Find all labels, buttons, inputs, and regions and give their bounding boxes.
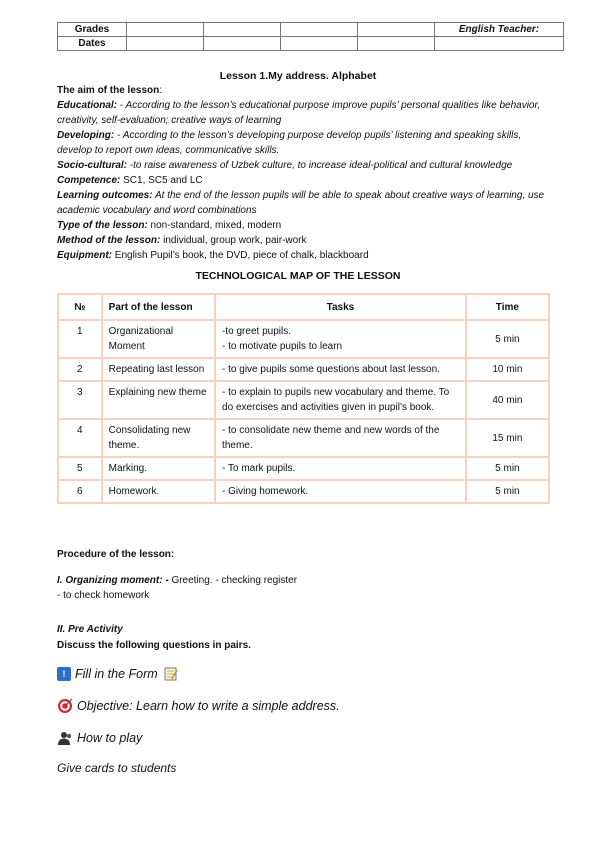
grades-row bbox=[58, 23, 564, 37]
memo-icon bbox=[164, 667, 178, 681]
developing-aim bbox=[57, 128, 557, 158]
organizing-moment bbox=[57, 573, 297, 603]
map-row bbox=[57, 458, 550, 481]
dates-cell bbox=[358, 37, 435, 51]
objective-text: Objective: Learn how to write a simple address. bbox=[77, 699, 340, 713]
map-row bbox=[57, 382, 550, 420]
map-cell-part: Marking. bbox=[103, 458, 216, 481]
fill-form-text: Fill in the Form bbox=[75, 667, 158, 681]
how-to-play-line bbox=[57, 730, 142, 746]
developing-text: - According to the lesson’s developing purpose develop pupils’ listening and speaking skills, develop to report own ideas, communicative skills. bbox=[57, 130, 522, 156]
map-cell-num: 6 bbox=[57, 481, 103, 504]
map-cell-time: 5 min bbox=[467, 481, 550, 504]
dates-cell bbox=[435, 37, 564, 51]
educational-label: Educational: bbox=[57, 100, 118, 111]
map-cell-task: - to explain to pupils new vocabulary and theme. To do exercises and activities given in pupil’s book. bbox=[216, 382, 467, 420]
competence bbox=[57, 173, 557, 188]
type-text: non-standard, mixed, modern bbox=[147, 220, 282, 231]
info-icon: ! bbox=[57, 667, 71, 681]
grades-table bbox=[57, 22, 564, 51]
map-cell-time: 10 min bbox=[467, 359, 550, 382]
aim-heading: The aim of the lesson bbox=[57, 85, 160, 96]
grades-cell bbox=[281, 23, 358, 37]
map-row bbox=[57, 321, 550, 359]
pre-activity bbox=[57, 622, 251, 654]
map-cell-num: 4 bbox=[57, 420, 103, 458]
method-text: individual, group work, pair-work bbox=[160, 235, 307, 246]
map-cell-part: Consolidating new theme. bbox=[103, 420, 216, 458]
objective-line bbox=[57, 698, 340, 714]
equipment bbox=[57, 248, 557, 263]
developing-label: Developing: bbox=[57, 130, 115, 141]
equipment-label: Equipment: bbox=[57, 250, 112, 261]
dates-label: Dates bbox=[58, 37, 127, 51]
organizing-label: I. Organizing moment: - bbox=[57, 575, 169, 586]
educational-text: - According to the lesson’s educational purpose improve pupils’ personal qualities like behavior, creativity, self-evaluation; creative ways of learning bbox=[57, 100, 541, 126]
map-cell-task: -to greet pupils. - to motivate pupils to learn bbox=[216, 321, 467, 359]
map-cell-num: 1 bbox=[57, 321, 103, 359]
aim-heading-line bbox=[57, 83, 557, 98]
grades-cell bbox=[127, 23, 204, 37]
map-title: TECHNOLOGICAL MAP OF THE LESSON bbox=[195, 270, 401, 282]
pre-activity-instruction: Discuss the following questions in pairs. bbox=[57, 640, 251, 651]
map-cell-num: 2 bbox=[57, 359, 103, 382]
outcomes bbox=[57, 188, 557, 218]
map-cell-part: Explaining new theme bbox=[103, 382, 216, 420]
socio-aim bbox=[57, 158, 557, 173]
procedure-heading: Procedure of the lesson: bbox=[57, 549, 175, 560]
pre-activity-label: II. Pre Activity bbox=[57, 624, 123, 635]
target-icon bbox=[57, 698, 73, 714]
grades-cell bbox=[204, 23, 281, 37]
col-header-num: № bbox=[57, 293, 103, 321]
competence-label: Competence: bbox=[57, 175, 121, 186]
map-cell-time: 5 min bbox=[467, 458, 550, 481]
dates-cell bbox=[281, 37, 358, 51]
col-header-time: Time bbox=[467, 293, 550, 321]
map-cell-time: 5 min bbox=[467, 321, 550, 359]
fill-form-line bbox=[57, 667, 182, 681]
map-cell-time: 40 min bbox=[467, 382, 550, 420]
socio-label: Socio-cultural: bbox=[57, 160, 128, 171]
socio-text: -to raise awareness of Uzbek culture, to increase ideal-political and cultural knowledge bbox=[127, 160, 513, 171]
col-header-part: Part of the lesson bbox=[103, 293, 216, 321]
map-header-row bbox=[57, 293, 550, 321]
map-cell-task: - to consolidate new theme and new words of the theme. bbox=[216, 420, 467, 458]
person-icon bbox=[57, 730, 73, 746]
dates-cell bbox=[127, 37, 204, 51]
map-cell-part: Homework. bbox=[103, 481, 216, 504]
map-cell-task: - Giving homework. bbox=[216, 481, 467, 504]
map-cell-part: Organizational Moment bbox=[103, 321, 216, 359]
map-row bbox=[57, 481, 550, 504]
grades-cell bbox=[358, 23, 435, 37]
map-row bbox=[57, 420, 550, 458]
col-header-tasks: Tasks bbox=[216, 293, 467, 321]
map-cell-num: 3 bbox=[57, 382, 103, 420]
organizing-line2: - to check homework bbox=[57, 590, 150, 601]
outcomes-text: At the end of the lesson pupils will be able to speak about creative ways of learning, use academic vocabulary and word combinations bbox=[57, 190, 545, 216]
lesson-type bbox=[57, 218, 557, 233]
outcomes-label: Learning outcomes: bbox=[57, 190, 153, 201]
give-cards-text: Give cards to students bbox=[57, 761, 177, 775]
map-cell-task: - to give pupils some questions about last lesson. bbox=[216, 359, 467, 382]
dates-row bbox=[58, 37, 564, 51]
map-cell-num: 5 bbox=[57, 458, 103, 481]
method-label: Method of the lesson: bbox=[57, 235, 161, 246]
grades-label: Grades bbox=[58, 23, 127, 37]
map-cell-time: 15 min bbox=[467, 420, 550, 458]
educational-aim bbox=[57, 98, 557, 128]
teacher-label: English Teacher: bbox=[435, 23, 564, 37]
type-label: Type of the lesson: bbox=[57, 220, 148, 231]
organizing-line bbox=[57, 573, 297, 588]
aim-colon: : bbox=[159, 85, 163, 96]
map-row bbox=[57, 359, 550, 382]
lesson-title: Lesson 1.My address. Alphabet bbox=[219, 70, 377, 82]
equipment-text: English Pupil’s book, the DVD, piece of chalk, blackboard bbox=[112, 250, 369, 261]
how-to-play-text: How to play bbox=[77, 731, 143, 745]
map-cell-part: Repeating last lesson bbox=[103, 359, 216, 382]
competence-text: SC1, SC5 and LC bbox=[120, 175, 203, 186]
lesson-method bbox=[57, 233, 557, 248]
dates-cell bbox=[204, 37, 281, 51]
organizing-text: Greeting. - checking register bbox=[168, 575, 298, 586]
technological-map-table bbox=[57, 293, 550, 504]
map-cell-task: - To mark pupils. bbox=[216, 458, 467, 481]
lesson-aims bbox=[57, 83, 557, 263]
